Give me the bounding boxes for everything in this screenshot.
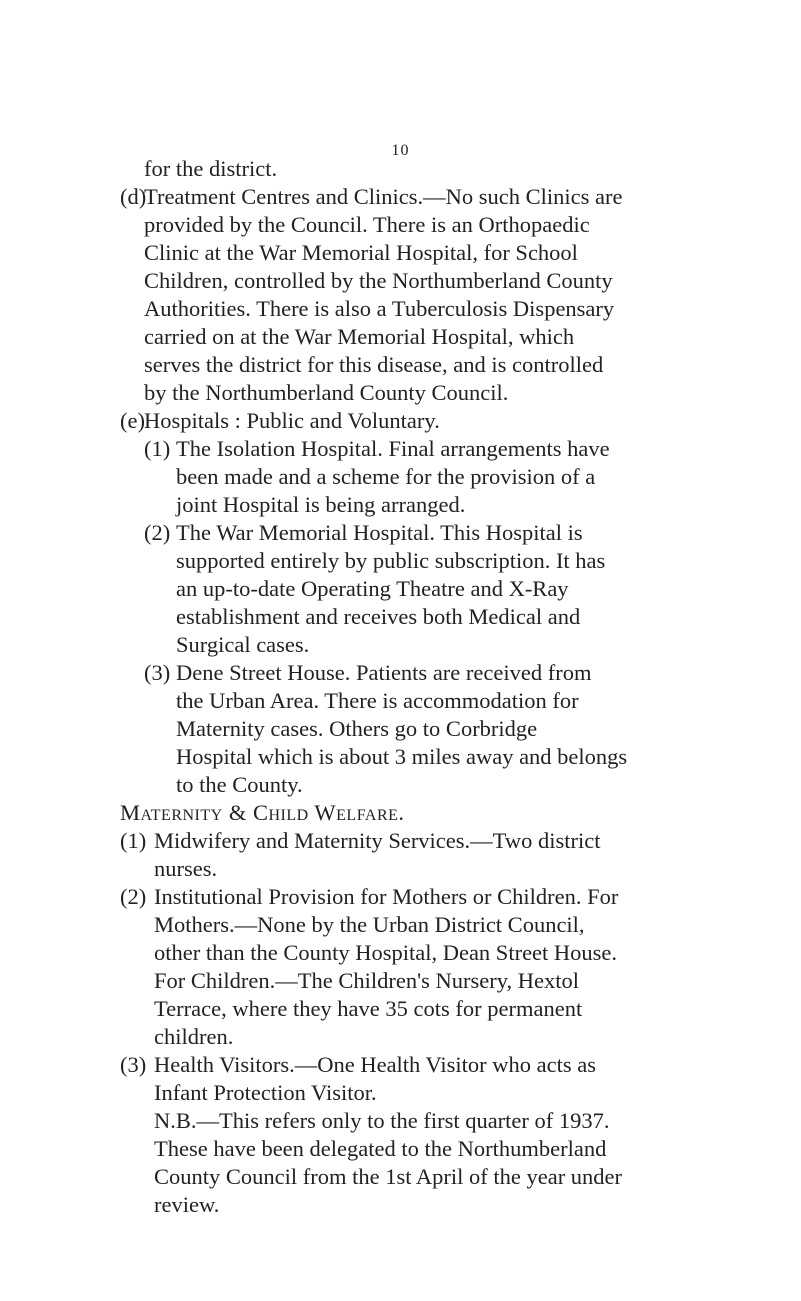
hospital-item-line: Dene Street House. Patients are received from (176, 660, 592, 685)
section-d-line: Children, controlled by the Northumberland County (144, 268, 613, 293)
maternity-item-line: Infant Protection Visitor. (154, 1080, 377, 1105)
section-d-line: serves the district for this disease, and is controlled (144, 352, 604, 377)
hospital-item-line: The War Memorial Hospital. This Hospital is (176, 520, 583, 545)
maternity-item-marker: (1) (120, 828, 147, 853)
maternity-item-marker: (3) (120, 1052, 147, 1077)
hospital-item-marker: (3) (144, 660, 171, 685)
section-d-line: carried on at the War Memorial Hospital, which (144, 324, 575, 349)
maternity-item-line: Institutional Provision for Mothers or Children. For (154, 884, 619, 909)
maternity-item-marker: (2) (120, 884, 147, 909)
hospital-item-line: The Isolation Hospital. Final arrangements have (176, 436, 610, 461)
page-number: 10 (391, 142, 410, 159)
section-d-line: provided by the Council. There is an Orthopaedic (144, 212, 590, 237)
hospital-item-marker: (2) (144, 520, 171, 545)
maternity-heading: Maternity & Child Welfare. (120, 800, 405, 825)
section-d-line: Treatment Centres and Clinics.—No such Clinics are (144, 184, 623, 209)
maternity-item-line: Health Visitors.—One Health Visitor who acts as (154, 1052, 597, 1077)
note-line: These have been delegated to the Northumberland (154, 1136, 607, 1161)
maternity-item-line: For Children.—The Children's Nursery, Hextol (154, 968, 580, 993)
section-d-marker: (d) (120, 184, 147, 209)
section-d-line: Clinic at the War Memorial Hospital, for School (144, 240, 578, 265)
hospital-item-line: the Urban Area. There is accommodation for (176, 688, 579, 713)
hospital-item-line: supported entirely by public subscription. It has (176, 548, 606, 573)
section-d-line: Authorities. There is also a Tuberculosis Dispensary (144, 296, 615, 321)
hospital-item-marker: (1) (144, 436, 171, 461)
maternity-item-line: Terrace, where they have 35 cots for permanent (154, 996, 583, 1021)
maternity-item-line: Midwifery and Maternity Services.—Two district (154, 828, 601, 853)
hospital-item-line: joint Hospital is being arranged. (176, 492, 466, 517)
maternity-item-line: other than the County Hospital, Dean Street House. (154, 940, 618, 965)
section-e-heading: Hospitals : Public and Voluntary. (144, 408, 440, 433)
hospital-item-line: been made and a scheme for the provision of a (176, 464, 596, 489)
maternity-item-line: nurses. (154, 856, 218, 881)
hospital-item-line: to the County. (176, 772, 303, 797)
maternity-item-line: children. (154, 1024, 234, 1049)
hospital-item-line: Surgical cases. (176, 632, 310, 657)
note-line: N.B.—This refers only to the first quarter of 1937. (154, 1108, 610, 1133)
intro-line: for the district. (144, 156, 278, 181)
hospital-item-line: an up-to-date Operating Theatre and X-Ray (176, 576, 569, 601)
maternity-item-line: Mothers.—None by the Urban District Council, (154, 912, 585, 937)
section-d-line: by the Northumberland County Council. (144, 380, 509, 405)
hospital-item-line: Maternity cases. Others go to Corbridge (176, 716, 538, 741)
hospital-item-line: Hospital which is about 3 miles away and belongs (176, 744, 628, 769)
note-line: County Council from the 1st April of the year under (154, 1164, 623, 1189)
note-line: review. (154, 1192, 220, 1217)
hospital-item-line: establishment and receives both Medical and (176, 604, 581, 629)
section-e-marker: (e) (120, 408, 145, 433)
